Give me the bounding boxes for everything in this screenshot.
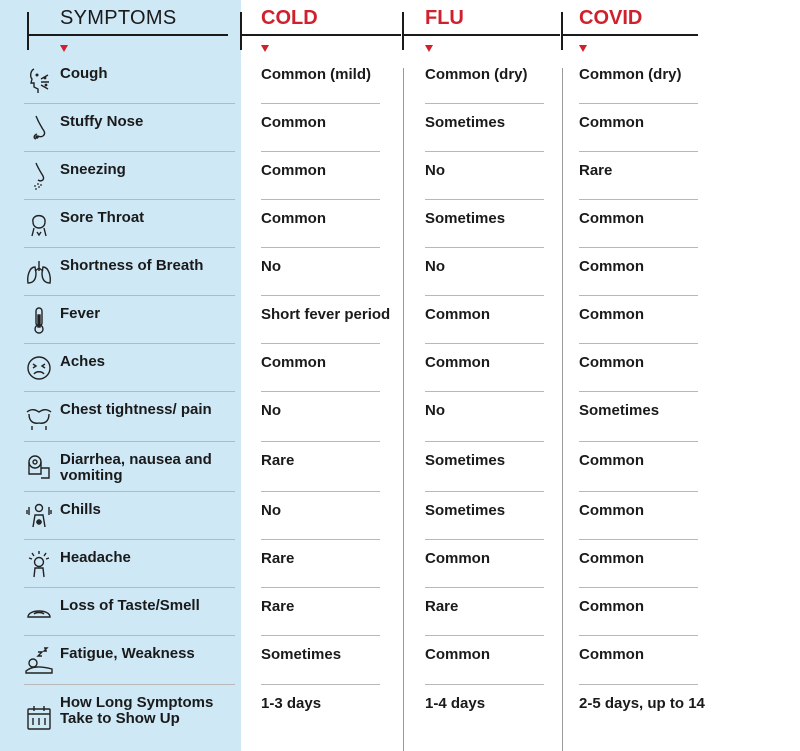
cold-value: No [261, 258, 281, 275]
symptom-name: Shortness of Breath [60, 257, 204, 274]
triangle-marker-icon [261, 45, 269, 52]
flu-value: No [425, 402, 445, 419]
symptom-name: Sneezing [60, 161, 126, 178]
header-rule-flu [403, 34, 560, 36]
flu-value: Common [425, 550, 490, 567]
header-tick [27, 12, 29, 50]
covid-value: Common (dry) [579, 66, 682, 83]
symptom-name: Aches [60, 353, 106, 370]
covid-value: 2-5 days, up to 14 [579, 695, 705, 712]
covid-value: Rare [579, 162, 613, 179]
symptom-name: Fever [60, 305, 101, 322]
covid-value: Common [579, 550, 644, 567]
flu-value: Sometimes [425, 452, 506, 469]
flu-value: Common [425, 354, 490, 371]
cold-value: Short fever period [261, 306, 391, 323]
symptom-name: Cough [60, 65, 108, 82]
table-row [0, 56, 800, 104]
covid-value: Common [579, 210, 644, 227]
cold-value: Common [261, 210, 326, 227]
flu-value: Sometimes [425, 210, 506, 227]
table-row [0, 392, 800, 442]
table-row [0, 296, 800, 344]
cold-value: Common (mild) [261, 66, 371, 83]
flu-value: Rare [425, 598, 459, 615]
symptom-name: Fatigue, Weakness [60, 645, 195, 662]
taste-smell-icon [24, 597, 54, 627]
table-row [0, 540, 800, 588]
symptom-name: How Long Symptoms Take to Show Up [60, 694, 214, 727]
flu-value: No [425, 258, 445, 275]
table-row [0, 442, 800, 492]
covid-value: Common [579, 452, 644, 469]
flu-value: Common [425, 306, 490, 323]
flu-value: Sometimes [425, 114, 506, 131]
table-row [0, 685, 800, 751]
aches-face-icon [24, 353, 54, 383]
flu-value: Common (dry) [425, 66, 528, 83]
header-rule-covid [562, 34, 698, 36]
chills-icon [24, 501, 54, 531]
chest-icon [24, 402, 54, 432]
triangle-marker-icon [579, 45, 587, 52]
header-symptoms: SYMPTOMS [60, 7, 177, 29]
sneeze-icon [24, 161, 54, 191]
header-covid: COVID [579, 7, 643, 29]
covid-value: Common [579, 114, 644, 131]
cold-value: Common [261, 354, 326, 371]
cold-value: 1-3 days [261, 695, 322, 712]
symptom-name: Diarrhea, nausea and vomiting [60, 451, 212, 484]
header-tick [561, 12, 563, 50]
header-rule-symptoms [27, 34, 228, 36]
table-row [0, 344, 800, 392]
covid-value: Sometimes [579, 402, 660, 419]
table-row [0, 588, 800, 636]
triangle-marker-icon [425, 45, 433, 52]
header-tick [402, 12, 404, 50]
cold-value: Common [261, 162, 326, 179]
header-cold: COLD [261, 7, 318, 29]
covid-value: Common [579, 502, 644, 519]
symptom-name: Headache [60, 549, 131, 566]
table-row [0, 636, 800, 685]
nose-icon [24, 113, 54, 143]
covid-value: Common [579, 354, 644, 371]
flu-value: 1-4 days [425, 695, 486, 712]
cold-value: Common [261, 114, 326, 131]
throat-icon [24, 209, 54, 239]
symptom-name: Stuffy Nose [60, 113, 144, 130]
cold-value: No [261, 502, 281, 519]
covid-value: Common [579, 598, 644, 615]
table-row [0, 248, 800, 296]
flu-value: No [425, 162, 445, 179]
symptom-name: Chills [60, 501, 101, 518]
table-row [0, 104, 800, 152]
cold-value: Rare [261, 598, 295, 615]
triangle-marker-icon [60, 45, 68, 52]
header-rule-cold [241, 34, 401, 36]
cough-icon [24, 65, 54, 95]
fatigue-icon [24, 646, 54, 676]
cold-value: Sometimes [261, 646, 342, 663]
cold-value: Rare [261, 550, 295, 567]
cold-value: No [261, 402, 281, 419]
cold-value: Rare [261, 452, 295, 469]
lungs-icon [24, 257, 54, 287]
covid-value: Common [579, 306, 644, 323]
covid-value: Common [579, 258, 644, 275]
flu-value: Sometimes [425, 502, 506, 519]
table-row [0, 200, 800, 248]
symptom-name: Loss of Taste/Smell [60, 597, 200, 614]
thermometer-icon [24, 305, 54, 335]
table-row [0, 492, 800, 540]
header-flu: FLU [425, 7, 464, 29]
header-tick [240, 12, 242, 50]
covid-value: Common [579, 646, 644, 663]
headache-icon [24, 549, 54, 579]
table-row [0, 152, 800, 200]
symptom-name: Sore Throat [60, 209, 145, 226]
symptom-name: Chest tightness/ pain [60, 401, 212, 418]
flu-value: Common [425, 646, 490, 663]
toilet-paper-icon [24, 452, 54, 482]
calendar-icon [24, 703, 54, 733]
